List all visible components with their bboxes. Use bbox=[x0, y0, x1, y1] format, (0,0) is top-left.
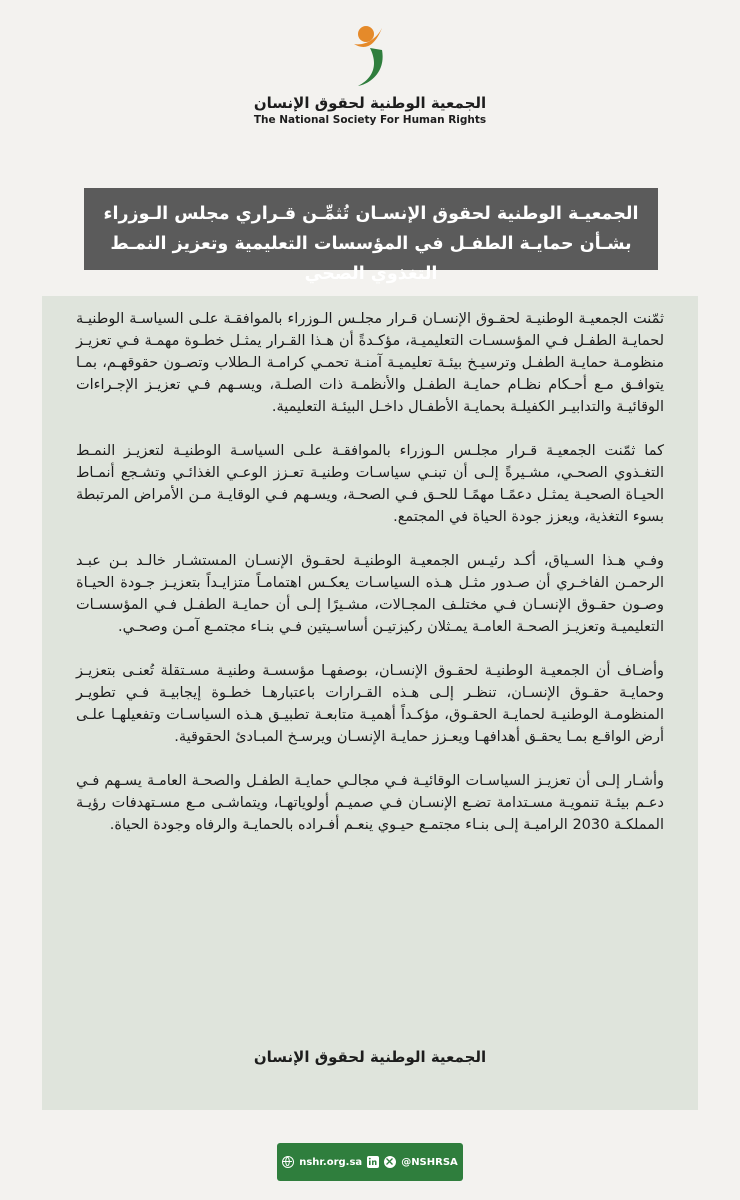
social-handle[interactable]: @NSHRSA bbox=[401, 1156, 458, 1168]
person-figure-logo-icon bbox=[330, 20, 410, 90]
globe-icon bbox=[282, 1156, 294, 1168]
paragraph-3: وفـي هـذا السـياق، أكـد رئيـس الجمعيـة الوطنيـة لحقـوق الإنسـان المستشـار خالـد بـن عبـد الرحمـن الفاخـري أن صـدور مثـل هـذه السياسـات يعكـس اهتمامـاً متزايـداً بتعزيـز جـودة الحيـاة وصـون حقـوق الإنسـان فـي مختلـف المجـالات، مشـيرًا إلـى أن حمايـة الطفـل فـي المؤسسـات التعليميـة وتعزيـز الصحـة العامـة يمـثلان ركيزتيـن أساسـيتين فـي بنـاء مجتمـع آمـن وصحـي. bbox=[76, 553, 664, 635]
headline-banner: الجمعيـة الوطنية لحقوق الإنسـان تُثمِّـن قـراري مجلس الـوزراء بشـأن حمايـة الطفـل في المؤسسات التعليمية وتعزيز النمـط التغذوي الصحي bbox=[84, 188, 658, 270]
org-name-english: The National Society For Human Rights bbox=[253, 114, 487, 126]
linkedin-icon[interactable] bbox=[367, 1156, 379, 1168]
x-icon[interactable] bbox=[384, 1156, 396, 1168]
paragraph-4: وأضـاف أن الجمعيـة الوطنيـة لحقـوق الإنسـان، بوصفهـا مؤسسـة وطنيـة مسـتقلة تُعنـى بتعزيـز وحمايـة حقـوق الإنسـان، تنظـر إلـى هـذه القـرارات باعتبارهـا خطـوة إيجابيـة فـي تطويـر المنظومـة الوطنيـة لحمايـة الحقـوق، مؤكـداً أهميـة متابعـة تطبيـق هـذه السياسـات وتفعيلهـا علـى أرض الواقـع بمـا يحقـق أهدافهـا ويعـزز حمايـة الإنسـان ويرسـخ المبـادئ الحقوقية. bbox=[76, 663, 664, 745]
paragraph-1: ثمّنت الجمعيـة الوطنيـة لحقـوق الإنسـان قـرار مجلـس الـوزراء بالموافقـة علـى السياسـة الوطنيـة لحمايـة الطفـل فـي المؤسسـات التعليميـة، مؤكـدةً أن هـذا القـرار يمثـل خطـوة مهمـة فـي تعزيـز منظومـة حمايـة الطفـل وترسيـخ بيئـة تعليميـة آمنـة تحمـي كرامـة الـطلاب وتصـون حقوقهـم، بمـا يتوافـق مـع أحـكام نظـام حمايـة الطفـل والأنظمـة ذات الصلـة، ويسـهم فـي تعزيـز الإجـراءات الوقائيـة والتدابيـر الكفيلـة بحمايـة الأطفـال داخـل البيئـة التعليمية. bbox=[76, 311, 664, 415]
website-link[interactable]: nshr.org.sa bbox=[299, 1156, 363, 1168]
statement-body bbox=[42, 296, 698, 1110]
org-header bbox=[0, 20, 740, 126]
org-name-arabic: الجمعية الوطنية لحقوق الإنسان bbox=[253, 94, 487, 112]
social-footer bbox=[277, 1143, 463, 1181]
paragraph-5: وأشـار إلـى أن تعزيـز السياسـات الوقائيـة فـي مجالـي حمايـة الطفـل والصحـة العامـة يسـهم فـي دعـم بيئـة تنمويـة مسـتدامة تضـع الإنسـان فـي صميـم أولوياتهـا، ويتماشـى مـع مسـتهدفات رؤيـة المملكـة 2030 الراميـة إلـى بنـاء مجتمـع حيـوي ينعـم أفـراده بالحمايـة والرفاه وجودة الحياة. bbox=[76, 773, 664, 833]
signature: الجمعية الوطنية لحقوق الإنسان bbox=[253, 1048, 487, 1066]
paragraph-2: كما ثمّنت الجمعيـة قـرار مجلـس الـوزراء بالموافقـة علـى السياسـة الوطنيـة لتعزيـز النمـط التغـذوي الصحـي، مشـيرةً إلـى أن تبنـي سياسـات وطنيـة تعـزز الوعـي الغذائـي وتشـجع أنمـاط الحيـاة الصحيـة يمثـل دعمًـا مهمًـا للحـق فـي الصحـة، ويسـهم فـي الوقايـة مـن الأمراض المرتبطة بسوء التغذية، ويعزز جودة الحياة في المجتمع. bbox=[76, 443, 664, 525]
